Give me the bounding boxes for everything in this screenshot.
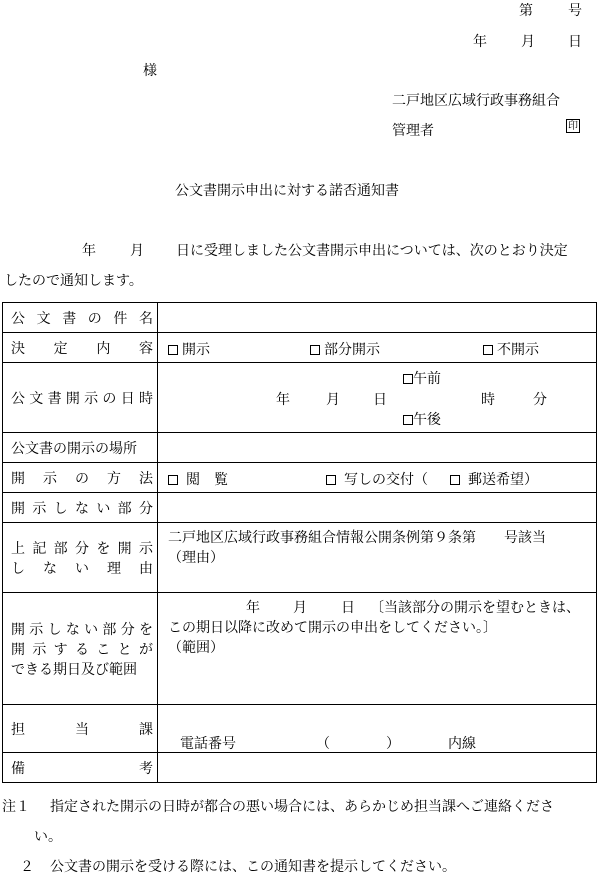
- intro-text-line2: したので通知します。: [4, 273, 143, 289]
- label-nondisclosed: 開 示 し な い 部 分: [3, 493, 158, 523]
- issuer-organization: 二戸地区広域行政事務組合: [392, 93, 560, 109]
- checkbox-icon: [483, 345, 493, 355]
- intro-month: 月: [130, 243, 144, 259]
- field-place[interactable]: [158, 433, 597, 463]
- checkbox-am[interactable]: 午前: [403, 368, 441, 388]
- checkbox-icon: [168, 345, 178, 355]
- datetime-day: 日: [373, 392, 387, 408]
- field-department[interactable]: [158, 705, 597, 753]
- checkbox-pm[interactable]: 午後: [403, 409, 441, 429]
- number-dai: 第: [519, 3, 533, 19]
- label-datetime: 公 文 書 開 示 の 日 時: [3, 363, 158, 433]
- extension-label: 内線: [448, 736, 476, 752]
- intro-year: 年: [82, 243, 96, 259]
- row-nondisclosed: [3, 493, 597, 523]
- reason-label: （理由）: [168, 550, 224, 566]
- label-period: 開 示 し な い 部 分 を 開 示 す る こ と が できる期日及び範囲: [3, 593, 158, 705]
- field-method: [158, 463, 597, 493]
- phone-label: 電話番号: [180, 736, 236, 752]
- intro-text-line1: 日に受理しました公文書開示申出については、次のとおり決定: [176, 243, 568, 259]
- date-month: 月: [521, 34, 535, 50]
- field-remarks[interactable]: [158, 753, 597, 783]
- row-remarks: [3, 753, 597, 783]
- date-day: 日: [568, 34, 582, 50]
- datetime-minute: 分: [533, 392, 547, 408]
- row-method: [3, 463, 597, 493]
- checkbox-icon: [403, 374, 413, 384]
- note2-prefix: ２: [20, 859, 34, 875]
- reason-ordinance-text: 二戸地区広域行政事務組合情報公開条例第９条第 号該当: [168, 530, 546, 546]
- field-document-name[interactable]: [158, 303, 597, 333]
- checkbox-icon: [403, 415, 413, 425]
- datetime-month: 月: [326, 392, 340, 408]
- field-nondisclosed[interactable]: [158, 493, 597, 523]
- checkbox-partial-disclose[interactable]: 部分開示: [310, 339, 380, 359]
- note1-prefix: 注１: [2, 799, 30, 815]
- label-remarks: 備 考: [3, 753, 158, 783]
- seal-mark: 印: [568, 121, 578, 132]
- period-scope-label: （範囲）: [168, 640, 224, 656]
- note1-line2: い。: [34, 829, 62, 845]
- page-title: 公文書開示申出に対する諾否通知書: [175, 183, 399, 199]
- addressee-suffix: 様: [143, 63, 157, 79]
- note1-line1: 指定された開示の日時が都合の悪い場合には、あらかじめ担当課へご連絡くださ: [50, 799, 554, 815]
- issuer-title: 管理者: [392, 123, 434, 139]
- checkbox-mail[interactable]: 郵送希望）: [450, 469, 538, 489]
- label-place: 公文書の開示の場所: [3, 433, 158, 463]
- label-document-name: 公 文 書 の 件 名: [3, 303, 158, 333]
- field-reason[interactable]: [158, 523, 597, 593]
- checkbox-view[interactable]: 閲 覧: [168, 469, 228, 489]
- row-datetime: [3, 363, 597, 433]
- period-month: 月: [293, 600, 307, 616]
- row-decision: [3, 333, 597, 363]
- field-decision: [158, 333, 597, 363]
- checkbox-icon: [326, 475, 336, 485]
- checkbox-icon: [310, 345, 320, 355]
- checkbox-icon: [168, 475, 178, 485]
- row-department: [3, 705, 597, 753]
- datetime-year: 年: [276, 392, 290, 408]
- period-label-line3: できる期日及び範囲: [11, 661, 137, 678]
- checkbox-no-disclose[interactable]: 不開示: [483, 339, 539, 359]
- label-reason: 上 記 部 分 を 開 示 し な い 理 由: [3, 523, 158, 593]
- period-day: 日: [341, 600, 355, 616]
- checkbox-disclose[interactable]: 開示: [168, 339, 210, 359]
- row-document-name: [3, 303, 597, 333]
- checkbox-copy[interactable]: 写しの交付（: [326, 469, 428, 489]
- period-note-line1: 〔当該部分の開示を望むときは、: [370, 600, 580, 616]
- number-go: 号: [568, 3, 582, 19]
- label-method: 開 示 の 方 法: [3, 463, 158, 493]
- notice-form-table: [2, 302, 597, 783]
- field-datetime: [158, 363, 597, 433]
- row-period: [3, 593, 597, 705]
- period-year: 年: [246, 600, 260, 616]
- phone-paren: （ ）: [316, 736, 400, 752]
- field-period[interactable]: [158, 593, 597, 705]
- label-department: 担 当 課: [3, 705, 158, 753]
- label-decision: 決 定 内 容: [3, 333, 158, 363]
- period-note-line2: この期日以降に改めて開示の申出をしてください。〕: [168, 620, 497, 636]
- row-place: [3, 433, 597, 463]
- row-reason: [3, 523, 597, 593]
- note2-text: 公文書の開示を受ける際には、この通知書を提示してください。: [50, 859, 456, 875]
- checkbox-icon: [450, 475, 460, 485]
- datetime-hour: 時: [481, 392, 495, 408]
- date-year: 年: [473, 34, 487, 50]
